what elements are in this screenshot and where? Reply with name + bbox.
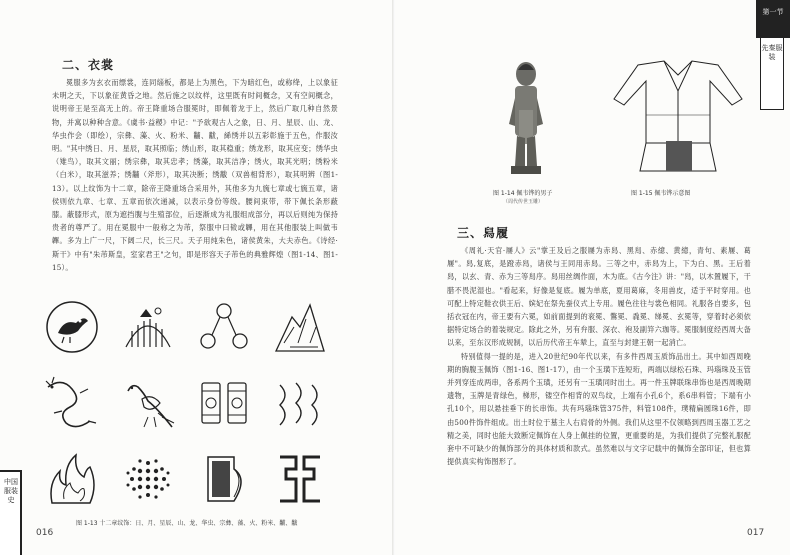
jade-figure-image (503, 58, 549, 178)
grain-symbol-icon (118, 449, 178, 509)
stars-symbol-icon (194, 297, 254, 357)
shoes-paragraph-1: 《周礼·天官·屦人》云"掌王及后之服屦为赤舄、黑舄、赤繶、黄繶，青句、素屦、葛屦"。舄,复底，是蹬赤舄，诸侯与王同用赤舄。三等之中，赤舄为上，下为白、黑。王后着舄，以玄、青、赤为三等舄序。舄用丝绸作面，木为底。《古今注》讲："舄，以木置履下，干腊不畏泥湿也。"看起来，好像是复底。履为单底，夏用葛麻，冬用兽皮，适于平时穿用。也可配上特定鞋衣供王后、嫔妃在祭先蚕仪式上专用。履色往往与裳色相同。礼服各自要多，包括衣冠在内，帝王要有六冕，如前面提到的衮冕、鷩冕、毳冕、绨冕、玄冕等，穿着时必须依据特定场合的着装规定。除此之外，另有弁服、深衣、袍及副笄六珈等。冕服制度经西周大备以来，至东汉形成规制，以后历代帝王车辇上，直至与封建王朝一起消亡。 (447, 246, 751, 348)
fu-pattern-symbol-icon (270, 449, 330, 509)
garments-paragraph (52, 76, 338, 286)
moon-symbol-icon (118, 297, 178, 357)
side-tab-bar (20, 470, 22, 555)
fire-symbol-icon (42, 449, 102, 509)
axe-symbol-icon (194, 449, 254, 509)
fig15-caption: 图 1-15 佩韦铧示意图 (631, 190, 691, 197)
right-page (395, 0, 790, 555)
chapter-tab (756, 0, 790, 110)
left-page-number: 016 (36, 528, 54, 538)
left-side-tab (0, 470, 22, 555)
fig14-subcaption: （周代传世玉雕） (503, 199, 544, 205)
section-title-garments: 二、衣裳 (62, 58, 115, 72)
dragon-symbol-icon (42, 373, 102, 433)
twelve-symbols-figure (42, 297, 332, 509)
side-tab-text: 中国服装史 (4, 478, 18, 504)
fig14-caption: 图 1-14 佩韦铧的男子 (493, 190, 553, 197)
garments-paragraph-text: 冕服多为玄衣而缥裳，连同缁板，都是上为黑色，下为暗红色，或称绛，上以象征未明之天，下以象征黄昏之地。然后施之以纹样，这里既有时间概念，又有空间概念，说明帝王是至高无上的。帝王降重场合服冕时，即佩着龙于上，然后广取几种自然景物，并寓以种种含意。《虞书·益稷》中记："予欲观古人之象，日、月、星辰、山、龙、华虫作会（即绘），宗彝、藻、火、粉米、黼、黻，絺绣并以五彩彰施于五色，作服汝明。"其中绣日、月、星辰，取其照临；绣山形，取其稳重；绣龙形，取其应变；绣华虫（雉鸟），取其文丽；绣宗彝，取其忠孝；绣藻，取其洁净；绣火，取其光明；绣粉米（白米），取其滋养；绣黼（斧形），取其决断；绣黻（双兽相背形），取其明辨（图1-13）。以上纹饰为十二章，除帝王降重场合采用外，其他多为九旒七章或七旒五章，诸侯则依九章、七章、五章而依次递减，以表示身份等级。腰间束带，带下佩长条形蔽膝。蔽膝形式，原为遮挡腹与生殖部位，后逐渐成为礼服组成部分，再以后则纯为保持贵者的尊严了。用在冕服中一般称之为芾，祭服中曰韨或韠，用在其他服装上叫做韦韠。多为上广一尺，下阔二尺，长三尺。天子用纯朱色，诸侯黄朱，大夫赤色。《诗经·斯干》中有"朱芾斯皇，室家君王"之句，即是形容天子芾色的典雅辉煌（图1-14、图1-15）。 (52, 78, 338, 272)
ritual-cups-symbol-icon (194, 373, 254, 433)
sun-symbol-icon (42, 297, 102, 357)
shoes-body (447, 244, 751, 528)
shoes-paragraph-2: 特别值得一提的是，进入20世纪90年代以来，有多件西周玉质饰品出土。其中如西周晚期的胸腹玉佩饰（图1-16、图1-17），由一个玉璜下连短珩，两端以绿松石珠、玛瑙珠及玉管并列穿连成两串，各系两个玉璜，还另有一玉璜同时出土。再一件玉牌联珠串饰也是西周晚期遗物，玉牌是青绿色，梯形，镂空作相背的双鸟纹，上端有小孔6个，系6串料管；下端有小孔10个，用以悬挂垂下的长串饰。共有玛瑙珠管375件，料管108件，璞精扁圆珠16件，即由500件饰件组成。出土时位于墓主人右肩骨的外侧。我们从这里不仅领略到西周玉器工艺之精之美，同时也能大致断定佩饰在人身上佩挂的位置，更重要的是，为我们提供了完整礼服配套中不可缺少的佩饰部分的具体材质和款式。虽然难以与文字记载中的佩饰全部印证，但也算提供真实构饰图形了。 (447, 351, 751, 467)
waterweed-symbol-icon (270, 373, 330, 433)
section-title-shoes: 三、舄履 (457, 226, 510, 240)
mountain-symbol-icon (270, 297, 330, 357)
pheasant-symbol-icon (118, 373, 178, 433)
chapter-tab-section: 第一节 (756, 0, 790, 38)
garment-diagram-image (610, 55, 745, 175)
chapter-tab-title: 先秦服装 (760, 38, 784, 110)
right-page-number: 017 (747, 528, 765, 538)
fig13-caption: 图 1-13 十二章纹饰：日、月、星辰、山、龙、华虫、宗彝、藻、火、粉米、黼、黻 (76, 520, 298, 527)
